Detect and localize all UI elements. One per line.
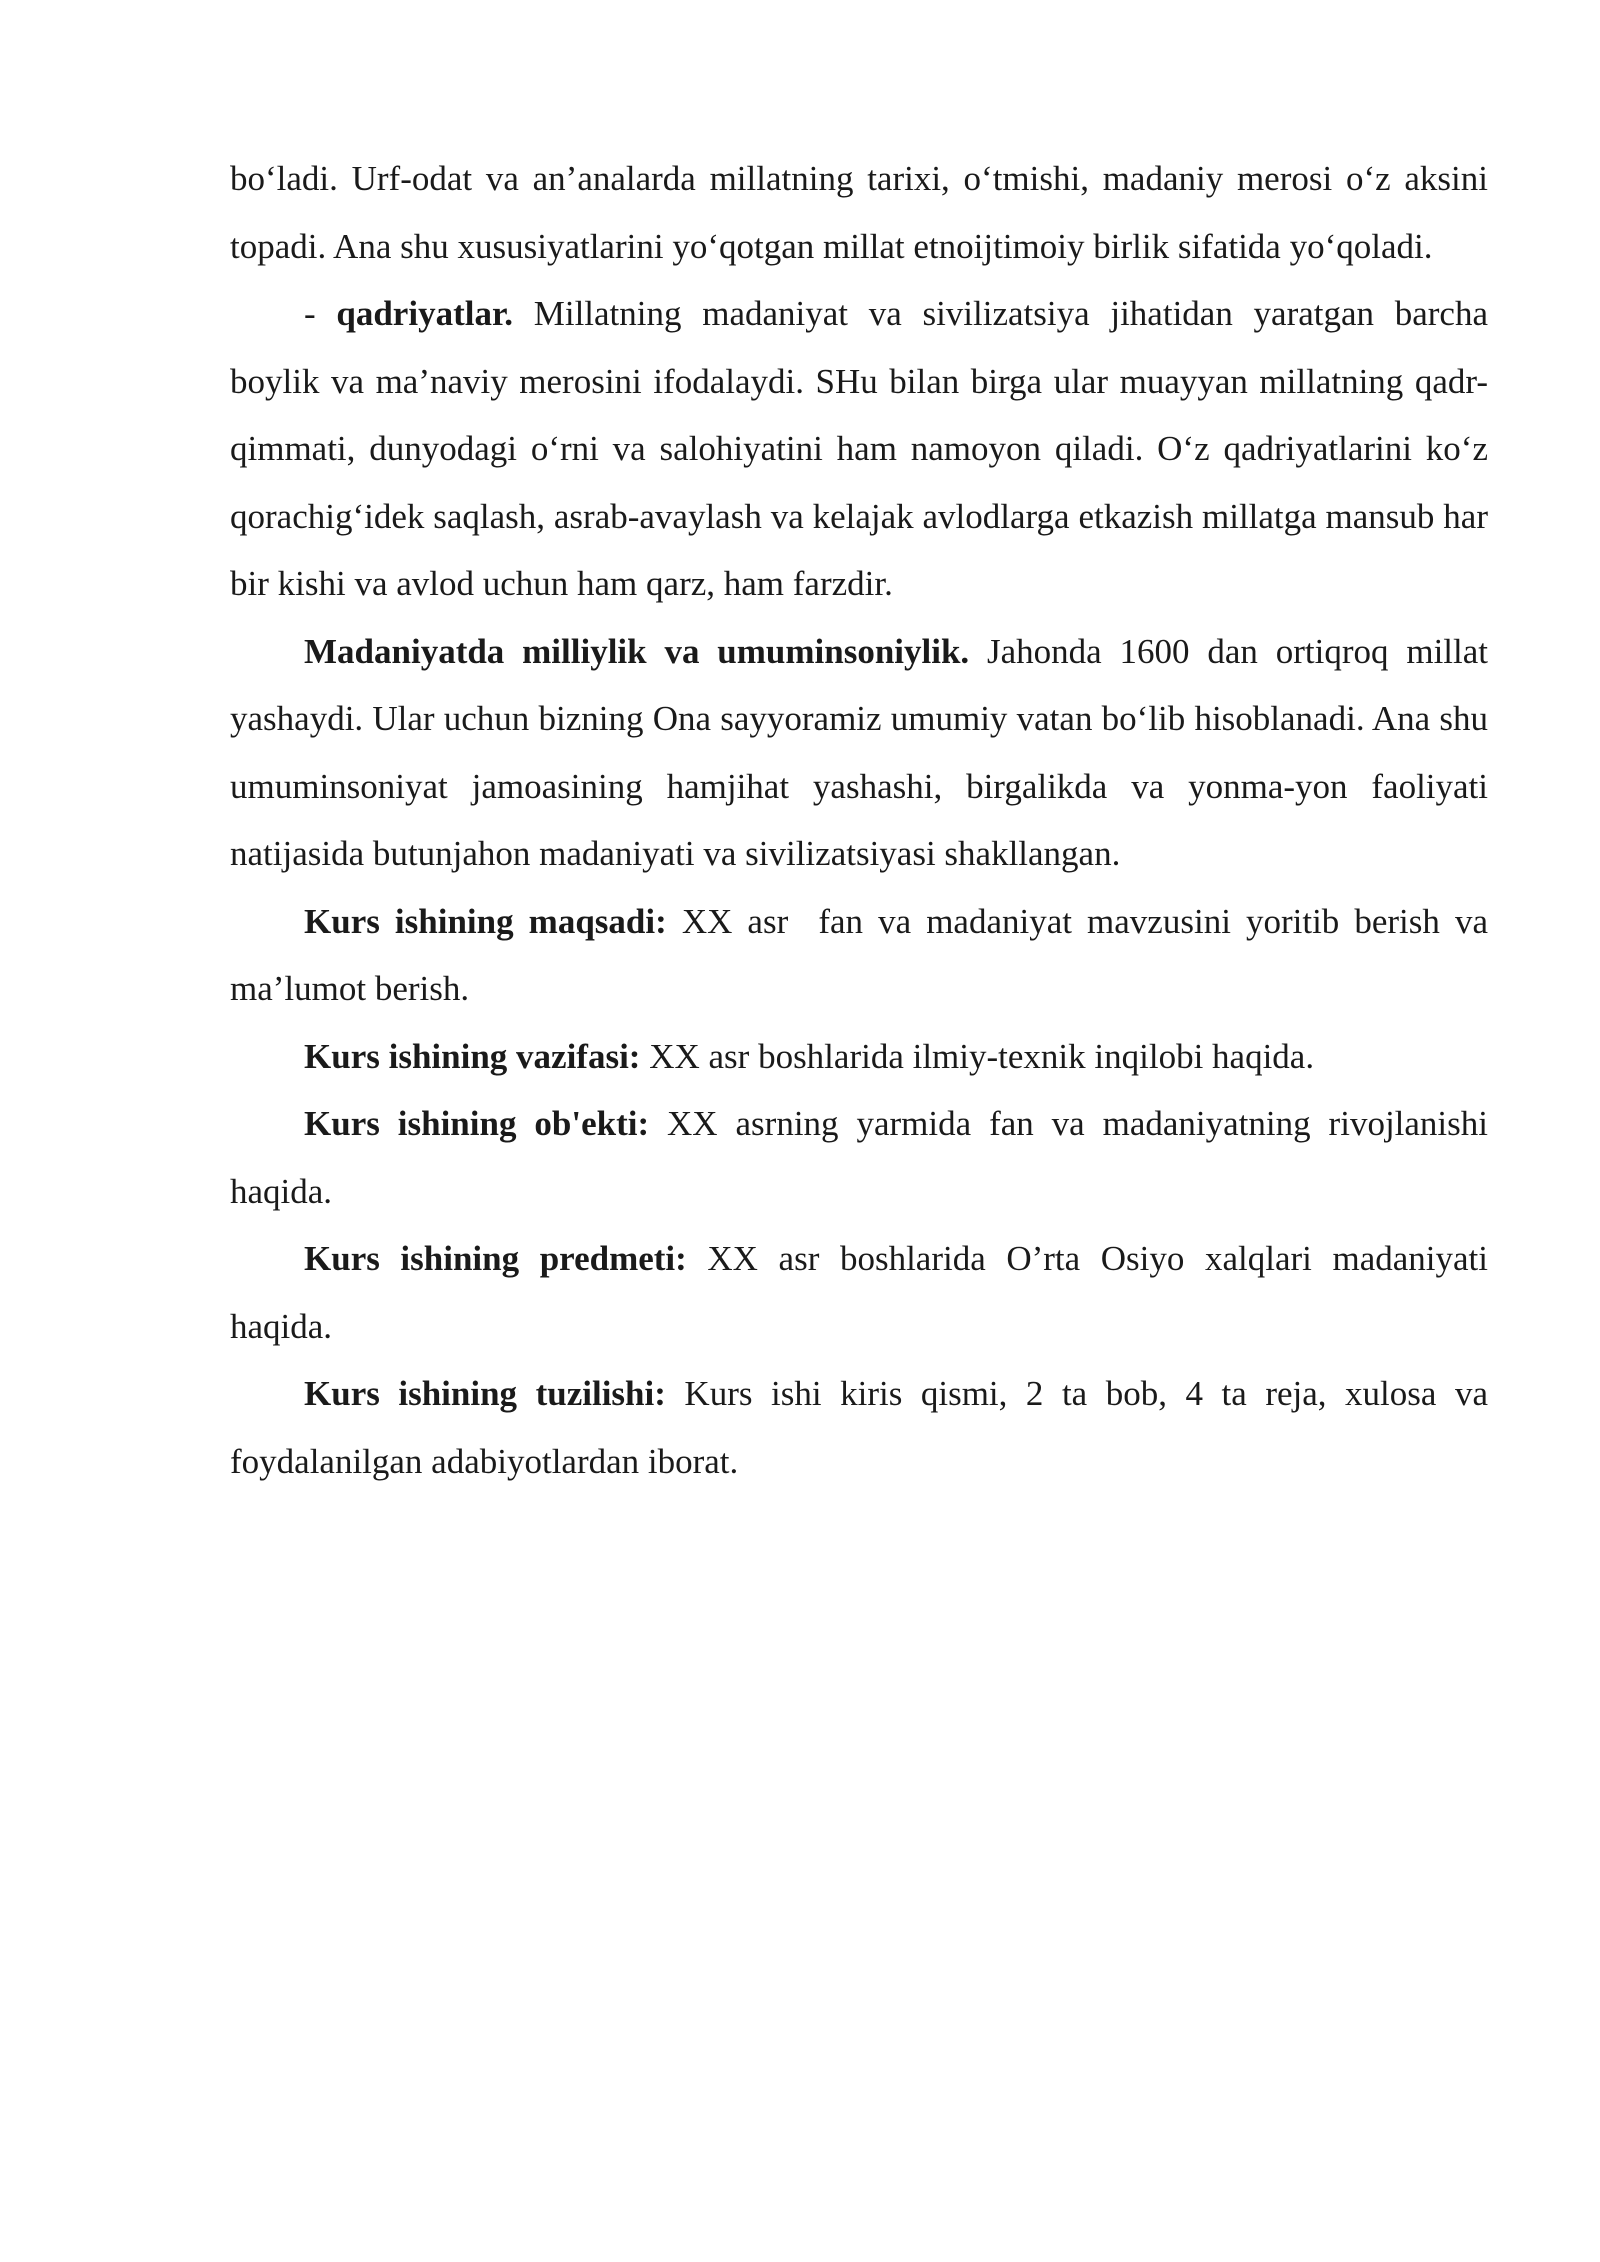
paragraph-lead: Kurs ishining maqsadi: bbox=[304, 901, 667, 941]
paragraph-lead: Kurs ishining tuzilishi: bbox=[304, 1374, 666, 1413]
paragraph-lead: Madaniyatda milliylik va umuminsoniylik. bbox=[304, 631, 970, 671]
paragraph-predmeti bbox=[230, 1225, 1488, 1360]
paragraph-body: Millatning madaniyat va sivilizatsiya jihatidan yaratgan barcha boylik va ma’naviy merosini ifodalaydi. SHu bilan birga ular muayyan millatning qadr-qimmati, dunyodagi o‘rni va salohiyatini ham namoyon qiladi. O‘z qadriyatlarini ko‘z qorachig‘idek saqlash, asrab-avaylash va kelajak avlodlarga etkazish millatga mansub har bir kishi va avlod uchun ham qarz, ham farzdir. bbox=[230, 294, 1488, 603]
paragraph-milliylik bbox=[230, 618, 1488, 888]
paragraph-qadriyatlar bbox=[230, 280, 1488, 618]
paragraph-lead: qadriyatlar. bbox=[336, 294, 514, 333]
paragraph-lead: Kurs ishining vazifasi: bbox=[304, 1036, 641, 1076]
paragraph-continuation bbox=[230, 145, 1488, 280]
paragraph-tuzilishi bbox=[230, 1360, 1488, 1495]
paragraph-obekti bbox=[230, 1090, 1488, 1225]
paragraph-body: XX asr boshlarida ilmiy-texnik inqilobi haqida. bbox=[640, 1036, 1315, 1076]
paragraph-body: XX asr fan va madaniyat mavzusini yoritib berish va ma’lumot berish. bbox=[230, 901, 1497, 1008]
paragraph-vazifasi bbox=[230, 1023, 1488, 1091]
paragraph-lead: Kurs ishining ob'ekti: bbox=[304, 1104, 650, 1143]
paragraph-body: Kurs ishi kiris qismi, 2 ta bob, 4 ta reja, xulosa va foydalanilgan adabiyotlardan iborat. bbox=[230, 1374, 1488, 1481]
paragraph-dash: - bbox=[304, 294, 337, 333]
paragraph-body: XX asr boshlarida O’rta Osiyo xalqlari madaniyati haqida. bbox=[230, 1239, 1488, 1346]
paragraph-body: Jahonda 1600 dan ortiqroq millat yashaydi. Ular uchun bizning Ona sayyoramiz umumiy vatan bo‘lib hisoblanadi. Ana shu umuminsoniyat jamoasining hamjihat yashashi, birgalikda va yonma-yon faoliyati natijasida butunjahon madaniyati va sivilizatsiyasi shakllangan. bbox=[230, 631, 1488, 873]
document-body bbox=[230, 145, 1497, 1495]
paragraph-body: bo‘ladi. Urf-odat va an’analarda millatning tarixi, o‘tmishi, madaniy merosi o‘z aksini topadi. Ana shu xususiyatlarini yo‘qotgan millat etnoijtimoiy birlik sifatida yo‘qoladi. bbox=[230, 159, 1488, 266]
paragraph-body: XX asrning yarmida fan va madaniyatning rivojlanishi haqida. bbox=[230, 1104, 1488, 1211]
paragraph-lead: Kurs ishining predmeti: bbox=[304, 1239, 687, 1278]
paragraph-maqsadi bbox=[230, 888, 1497, 1023]
